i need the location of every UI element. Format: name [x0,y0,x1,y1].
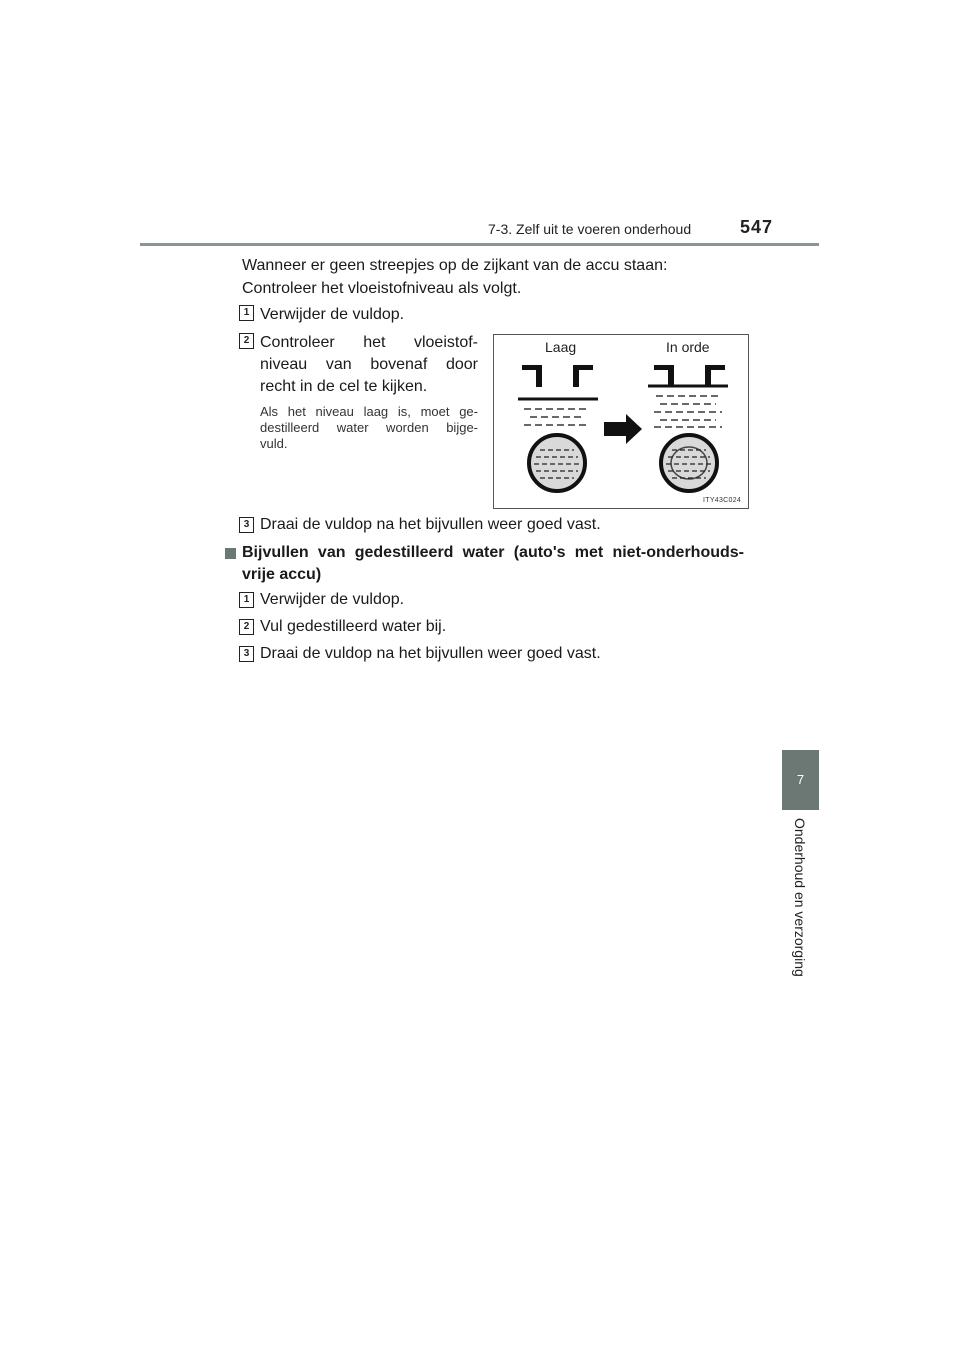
figure-label-low: Laag [545,339,577,355]
step-text: Draai de vuldop na het bijvullen weer goed vast. [260,516,601,533]
step-text-line: recht in de cel te kijken. [260,378,428,395]
low-liquid-dashes [524,409,590,425]
section-heading-line-2: vrije accu) [242,566,322,583]
step-text: Verwijder de vuldop. [260,591,405,608]
step-text: Verwijder de vuldop. [260,306,405,323]
intro-line-2: Controleer het vloeistofniveau als volgt. [242,280,522,297]
low-top-view [529,435,585,491]
step-text: Draai de vuldop na het bijvullen weer goed vast. [260,645,601,662]
step-number-box: 2 [239,333,254,349]
step-text-line: niveau van bovenaf door [260,356,478,373]
step-number-box: 2 [239,619,254,635]
low-cell-walls [522,365,593,387]
ok-top-view [661,435,717,491]
step-number-box: 1 [239,592,254,608]
chapter-tab: 7 [782,750,819,810]
ok-liquid-dashes [654,396,722,427]
battery-cell-illustration [494,335,748,508]
header-divider [140,243,819,246]
page-number: 547 [740,217,774,237]
step-number-box: 3 [239,517,254,533]
chapter-title: Onderhoud en verzorging [792,818,808,977]
intro-line-1: Wanneer er geen streepjes op de zijkant van de accu staan: [242,257,668,274]
running-header-section: 7-3. Zelf uit te voeren onderhoud [488,221,692,237]
figure-label-ok: In orde [666,339,710,355]
note-line: Als het niveau laag is, moet ge- [260,404,478,419]
battery-level-figure [493,334,749,509]
step-number-box: 3 [239,646,254,662]
figure-code: ITY43C024 [703,497,742,504]
section-heading-line-1: Bijvullen van gedestilleerd water (auto's met niet-onderhouds- [242,544,744,561]
step-number-box: 1 [239,305,254,321]
step-text: Vul gedestilleerd water bij. [260,618,447,635]
ok-cell-walls [654,365,725,387]
note-line: destilleerd water worden bijge- [260,420,478,435]
note-line: vuld. [260,436,288,451]
section-bullet-icon [225,548,236,559]
step-text-line: Controleer het vloeistof- [260,334,478,351]
arrow-right-icon [604,414,642,444]
